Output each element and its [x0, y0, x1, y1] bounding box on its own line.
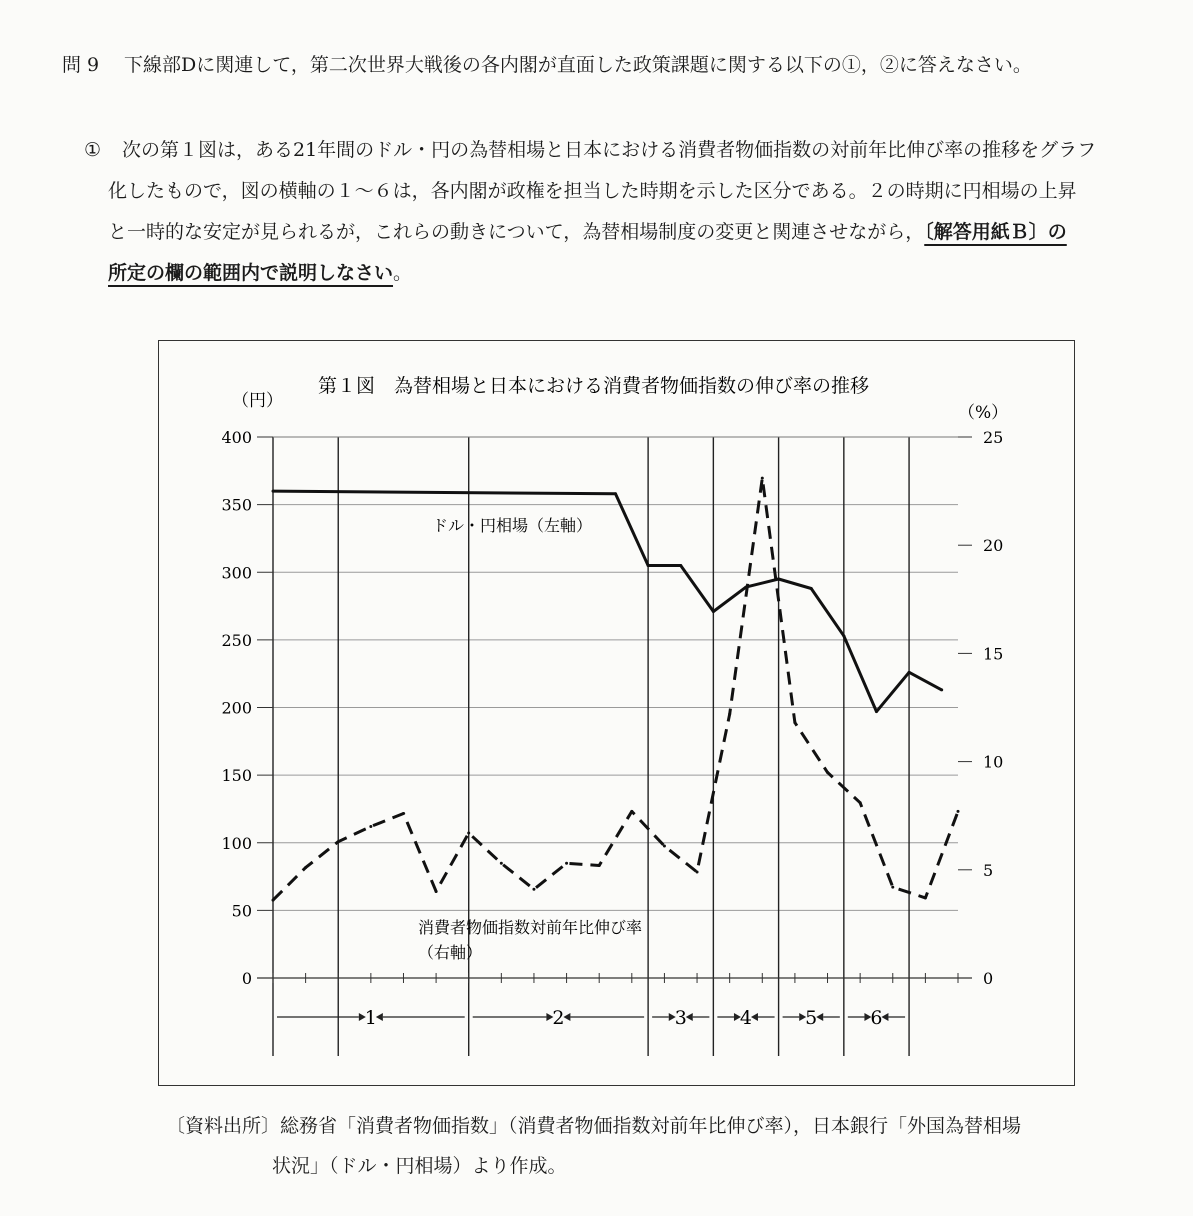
data-series — [272, 477, 960, 902]
cpi-series-label-line-2: （右軸） — [418, 943, 483, 962]
cpi-growth-line — [273, 478, 958, 900]
item-text-line-2: 化したもので，図の横軸の１～６は，各内閣が政権を担当した時期を示した区分である。２の時期に円相場の上昇 — [108, 180, 1077, 202]
right-tick-label: 5 — [983, 860, 994, 880]
left-tick-label: 100 — [221, 833, 252, 853]
right-axis-unit: （%） — [958, 403, 1009, 423]
cpi-growth-point — [696, 870, 699, 873]
period-label: 4 — [739, 1007, 753, 1029]
exchange-rate-point — [875, 710, 878, 713]
exchange-rate-point — [842, 634, 845, 637]
period-arrowhead-left — [376, 1013, 383, 1021]
left-tick-label: 250 — [221, 630, 252, 650]
cpi-series-label-line-1: 消費者物価指数対前年比伸び率 — [418, 918, 643, 937]
cpi-growth-point — [369, 825, 372, 828]
right-tick-label: 15 — [983, 644, 1004, 664]
question-text: 下線部Dに関連して，第二次世界大戦後の各内閣が直面した政策課題に関する以下の①，②に答えなさい。 — [124, 54, 1032, 76]
cpi-growth-point — [467, 832, 470, 835]
period-labels — [277, 1007, 905, 1029]
cpi-growth-point — [957, 810, 960, 813]
cpi-growth-point — [859, 801, 862, 804]
cpi-growth-point — [500, 862, 503, 865]
cpi-growth-point — [924, 896, 927, 899]
cpi-growth-point — [761, 477, 764, 480]
period-arrowhead-left — [881, 1013, 888, 1021]
cpi-growth-point — [532, 888, 535, 891]
item-text-end: 。 — [393, 262, 413, 284]
answer-instruction: 所定の欄の範囲内で説明しなさい — [108, 262, 394, 284]
exchange-rate-point — [940, 688, 943, 691]
left-tick-label: 400 — [221, 428, 252, 447]
source-line-1: 〔資料出所〕総務省「消費者物価指数」（消費者物価指数対前年比伸び率），日本銀行「外国為替相場 — [166, 1115, 1022, 1137]
gridlines — [273, 437, 958, 910]
right-tick-label: 20 — [983, 536, 1004, 556]
left-tick-label: 150 — [221, 766, 252, 786]
cpi-growth-point — [435, 890, 438, 893]
cpi-growth-point — [793, 721, 796, 724]
exchange-rate-point — [647, 564, 650, 567]
cpi-growth-point — [630, 810, 633, 813]
left-tick-label: 200 — [221, 698, 252, 718]
cpi-growth-point — [891, 886, 894, 889]
period-label: 1 — [364, 1007, 377, 1029]
period-label: 6 — [870, 1007, 883, 1029]
left-tick-label: 300 — [221, 563, 252, 583]
item-text-line-3-main: と一時的な安定が見られるが，これらの動きについて，為替相場制度の変更と関連させながら， — [108, 221, 925, 243]
cpi-growth-point — [565, 862, 568, 865]
exchange-rate-point — [272, 490, 275, 493]
exchange-rate-line — [273, 491, 942, 711]
cpi-growth-point — [663, 844, 666, 847]
period-label: 5 — [805, 1007, 818, 1029]
item-text-line-1: 次の第１図は，ある21年間のドル・円の為替相場と日本における消費者物価指数の対前年比伸び率の推移をグラフ — [122, 139, 1097, 161]
rate-series-label: ドル・円相場（左軸） — [432, 516, 593, 535]
left-axis-unit: （円） — [232, 391, 283, 411]
exchange-rate-point — [908, 671, 911, 674]
left-tick-label: 350 — [221, 495, 252, 515]
cpi-growth-point — [826, 771, 829, 774]
right-tick-label: 25 — [983, 428, 1004, 447]
cpi-growth-point — [402, 812, 405, 815]
figure-title: 第１図 為替相場と日本における消費者物価指数の伸び率の推移 — [318, 375, 870, 397]
left-tick-label: 0 — [241, 969, 252, 988]
source-line-2: 状況」（ドル・円相場）より作成。 — [272, 1155, 567, 1177]
exchange-rate-point — [679, 564, 682, 567]
right-tick-label: 0 — [983, 969, 994, 988]
item-mark: ① — [84, 139, 102, 161]
cpi-growth-point — [337, 840, 340, 843]
exchange-rate-point — [712, 610, 715, 613]
cpi-growth-point — [598, 864, 601, 867]
exchange-rate-point — [777, 578, 780, 581]
cpi-growth-point — [304, 866, 307, 869]
exchange-rate-point — [810, 587, 813, 590]
exchange-rate-point — [614, 492, 617, 495]
cpi-growth-point — [728, 712, 731, 715]
period-label: 2 — [552, 1007, 565, 1029]
answer-sheet-reference: 〔解答用紙Ｂ〕の — [924, 221, 1067, 243]
cpi-growth-point — [272, 899, 275, 902]
period-label: 3 — [674, 1007, 687, 1029]
right-tick-label: 10 — [983, 752, 1004, 772]
data-source-note — [166, 1106, 1021, 1186]
question-number: 問 9 — [62, 54, 100, 76]
left-tick-label: 50 — [231, 901, 252, 921]
